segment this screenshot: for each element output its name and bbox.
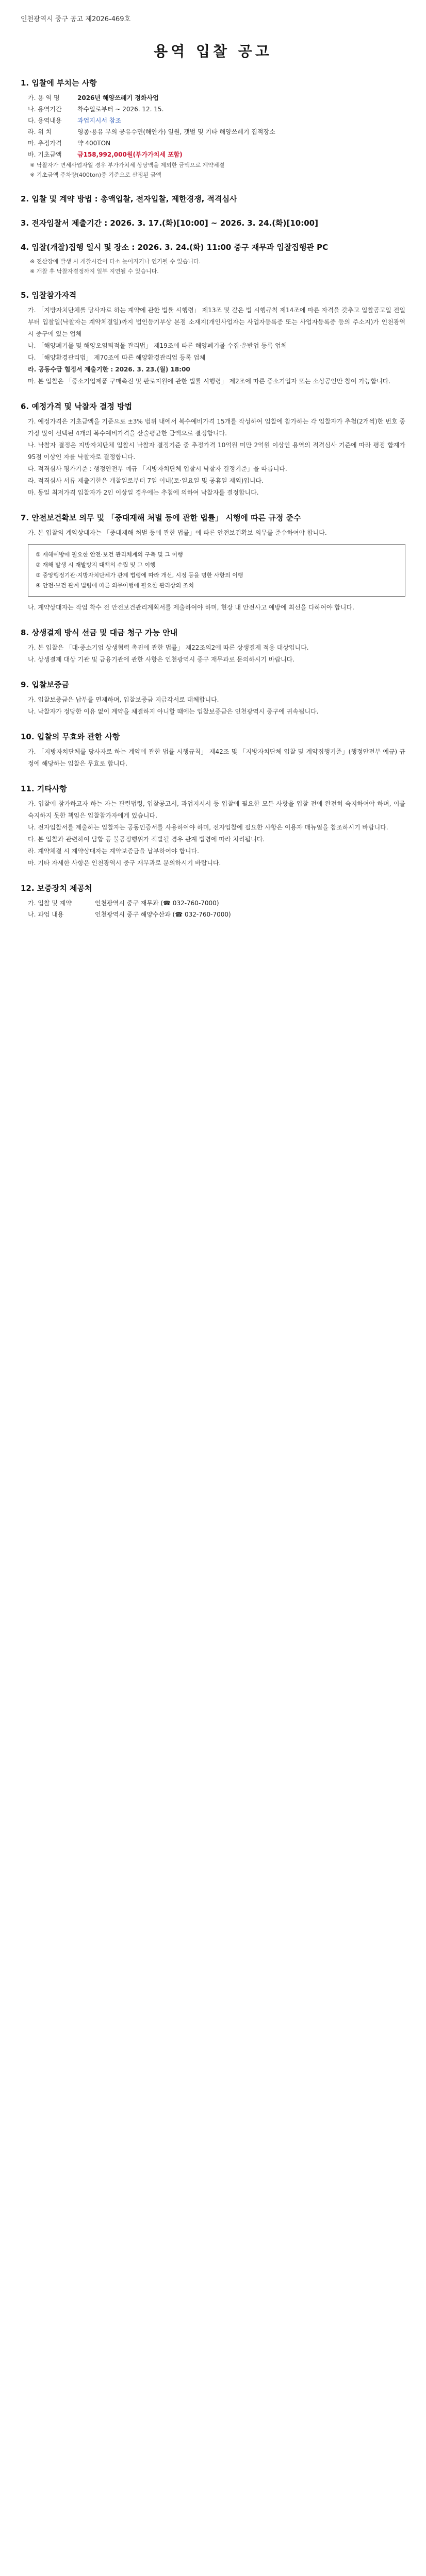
note: ※ 낙찰자가 면세사업자일 경우 부가가치세 상당액을 제외한 금액으로 계약체결 [30, 162, 225, 168]
paragraph: 나. 상생결제 대상 기관 및 금융기관에 관한 사항은 인천광역시 중구 재무과로 문의하시기 바랍니다. [28, 656, 295, 663]
section-6 [21, 401, 405, 499]
row-value: 2026년 해양쓰레기 정화사업 [77, 94, 159, 101]
section-3-heading: 3. 전자입찰서 제출기간 : 2026. 3. 17.(화)[10:00] ~ 2026. 3. 24.(화)[10:00] [21, 218, 318, 228]
section-7 [21, 512, 405, 614]
paragraph: 라. 적격심사 서류 제출기한은 개찰일로부터 7일 이내(토·일요일 및 공휴일 제외)입니다. [28, 477, 264, 484]
notice-number: 인천광역시 중구 공고 제2026-469호 [21, 15, 131, 23]
paragraph: 가. 입찰보증금은 납부를 면제하며, 입찰보증금 지급각서로 대체합니다. [28, 696, 219, 703]
notice-body [21, 77, 405, 934]
row-content [21, 115, 405, 126]
row-key: 마. 추정가격 [28, 140, 62, 147]
section-5-heading: 5. 입찰참가자격 [21, 291, 77, 300]
row-value: 영종·용유 무의 공유수면(해안가) 일원, 갯벌 및 기타 해양쓰레기 집적장소 [77, 128, 275, 135]
paragraph: 마. 기타 자세한 사항은 인천광역시 중구 재무과로 문의하시기 바랍니다. [28, 859, 221, 867]
section-4 [21, 242, 405, 276]
section-3 [21, 217, 405, 228]
note: ※ 전산장애 발생 시 개찰시간이 다소 늦어지거나 연기될 수 있습니다. [30, 258, 201, 265]
paragraph: 가. 「지방자치단체를 당사자로 하는 계약에 관한 법률 시행령」 제13조 및 같은 법 시행규칙 제14조에 따른 자격을 갖추고 입찰공고일 전일부터 입찰일(낙찰자는 계약체결일)까지 법인등기부상 본점 소재지(개인사업자는 사업자등록증 또는 사업자등록증 등의 주소지)가 인천광역시 중구에 있는 업체 [28, 307, 405, 337]
paragraph: 가. 본 입찰은 「대·중소기업 상생협력 촉진에 관한 법률」 제22조의2에 따른 상생결제 적용 대상입니다. [28, 644, 309, 651]
paragraph: 마. 동일 최저가격 입찰자가 2인 이상일 경우에는 추첨에 의하여 낙찰자를 결정합니다. [28, 489, 259, 496]
row-key: 다. 용역내용 [28, 117, 62, 124]
safety-obligation-box [28, 544, 405, 597]
row-key: 가. 용 역 명 [28, 94, 60, 101]
row-value: 과업지시서 참조 [77, 117, 121, 124]
paragraph: 나. 낙찰자가 정당한 이유 없이 계약을 체결하지 아니할 때에는 입찰보증금은 인천광역시 중구에 귀속됩니다. [28, 708, 319, 715]
page-title: 용역 입찰 공고 [154, 43, 272, 60]
box-item: ④ 안전·보건 관계 법령에 따른 의무이행에 필요한 관리상의 조치 [36, 582, 194, 589]
section-7-heading: 7. 안전보건확보 의무 및 「중대재해 처벌 등에 관한 법률」 시행에 따른 규정 준수 [21, 513, 301, 522]
paragraph: 나. 전자입찰서를 제출하는 입찰자는 공동인증서를 사용하여야 하며, 전자입찰에 필요한 사항은 이용자 매뉴얼을 참조하시기 바랍니다. [28, 824, 388, 831]
row-service-name [21, 92, 405, 104]
section-1-heading: 1. 입찰에 부치는 사항 [21, 78, 97, 88]
paragraph: 가. 입찰에 참가하고자 하는 자는 관련법령, 입찰공고서, 과업지시서 등 입찰에 필요한 모든 사항을 입찰 전에 완전히 숙지하여야 하며, 이를 숙지하지 못한 책임은 입찰참가자에게 있습니다. [28, 800, 405, 819]
paragraph: 가. 「지방자치단체를 당사자로 하는 계약에 관한 법률 시행규칙」 제42조 및 「지방자치단체 입찰 및 계약집행기준」(행정안전부 예규) 규정에 해당하는 입찰은 무효로 합니다. [28, 748, 405, 767]
paragraph: 다. 적격심사 평가기준 : 행정안전부 예규 「지방자치단체 입찰시 낙찰자 결정기준」을 따릅니다. [28, 465, 287, 472]
section-10 [21, 731, 405, 770]
box-item: ② 재해 발생 시 재발방지 대책의 수립 및 그 이행 [36, 562, 156, 568]
row-period [21, 104, 405, 115]
section-1 [21, 77, 405, 180]
note: ※ 개찰 후 낙찰자결정까지 일부 지연될 수 있습니다. [30, 268, 159, 275]
row-value: 약 400TON [77, 140, 111, 147]
section-2 [21, 193, 405, 204]
contact-row [21, 909, 405, 920]
box-item: ③ 중앙행정기관·지방자치단체가 관계 법령에 따라 개선, 시정 등을 명한 사항의 이행 [36, 572, 243, 579]
row-base-amount [21, 149, 405, 160]
section-11-heading: 11. 기타사항 [21, 784, 67, 793]
section-8 [21, 627, 405, 666]
paragraph: 라. 공동수급 협정서 제출기한 : 2026. 3. 23.(월) 18:00 [28, 366, 190, 373]
paragraph: 다. 「해양환경관리법」 제70조에 따른 해양환경관리업 등록 업체 [28, 354, 206, 361]
section-5 [21, 290, 405, 387]
row-value: 착수일로부터 ~ 2026. 12. 15. [77, 106, 164, 113]
row-key: 나. 과업 내용 [28, 911, 64, 918]
row-key: 라. 위 치 [28, 128, 52, 135]
section-6-heading: 6. 예정가격 및 낙찰자 결정 방법 [21, 402, 133, 411]
row-key: 바. 기초금액 [28, 151, 62, 158]
paragraph: 나. 계약상대자는 작업 착수 전 안전보건관리계획서를 제출하여야 하며, 현장 내 안전사고 예방에 최선을 다하여야 합니다. [28, 604, 354, 611]
paragraph: 나. 낙찰자 결정은 지방자치단체 입찰시 낙찰자 결정기준 중 추정가격 10억원 미만 2억원 이상인 용역의 적격심사 기준에 따라 평점 합계가 95점 이상인 자를 낙찰자로 결정합니다. [28, 442, 405, 461]
row-value: 금158,992,000원(부가가치세 포함) [77, 151, 183, 158]
section-12-heading: 12. 보증장치 제공처 [21, 884, 92, 893]
row-estimate [21, 138, 405, 149]
row-value: 인천광역시 중구 해양수산과 (☎ 032-760-7000) [95, 911, 231, 918]
section-11 [21, 783, 405, 869]
section-10-heading: 10. 입찰의 무효와 관한 사항 [21, 732, 120, 741]
paragraph: 마. 본 입찰은 「중소기업제품 구매촉진 및 판로지원에 관한 법률 시행령」 제2조에 따른 중소기업자 또는 소상공인만 참여 가능합니다. [28, 378, 391, 385]
section-8-heading: 8. 상생결제 방식 선금 및 대금 청구 가능 안내 [21, 628, 178, 637]
contact-row [21, 897, 405, 909]
box-item: ① 재해예방에 필요한 안전·보건 관리체계의 구축 및 그 이행 [36, 551, 183, 558]
paragraph: 나. 「해양폐기물 및 해양오염퇴적물 관리법」 제19조에 따른 해양폐기물 수집·운반업 등록 업체 [28, 342, 287, 349]
paragraph: 라. 계약체결 시 계약상대자는 계약보증금을 납부하여야 합니다. [28, 848, 199, 855]
section-12 [21, 883, 405, 920]
section-9-heading: 9. 입찰보증금 [21, 680, 69, 689]
paragraph: 다. 본 입찰과 관련하여 담합 등 불공정행위가 적발될 경우 관계 법령에 따라 처리됩니다. [28, 836, 265, 843]
section-2-heading: 2. 입찰 및 계약 방법 : 총액입찰, 전자입찰, 제한경쟁, 적격심사 [21, 194, 237, 204]
row-location [21, 126, 405, 138]
note: ※ 기초금액 주차량(400ton)중 기준으로 산정된 금액 [30, 172, 161, 178]
section-9 [21, 679, 405, 718]
paragraph: 가. 본 입찰의 계약상대자는 「중대재해 처벌 등에 관한 법률」에 따른 안전보건확보 의무를 준수하여야 합니다. [28, 529, 327, 536]
row-value: 인천광역시 중구 재무과 (☎ 032-760-7000) [95, 900, 219, 907]
paragraph: 가. 예정가격은 기초금액을 기준으로 ±3% 범위 내에서 복수예비가격 15개를 작성하여 입찰에 참가하는 각 입찰자가 추첨(2개씩)한 번호 중 가장 많이 선택된 4개의 복수예비가격을 산술평균한 금액으로 결정합니다. [28, 418, 405, 437]
row-key: 나. 용역기간 [28, 106, 62, 113]
section-4-heading: 4. 입찰(개찰)집행 일시 및 장소 : 2026. 3. 24.(화) 11:00 중구 재무과 입찰집행관 PC [21, 243, 329, 252]
row-key: 가. 입찰 및 계약 [28, 900, 72, 907]
